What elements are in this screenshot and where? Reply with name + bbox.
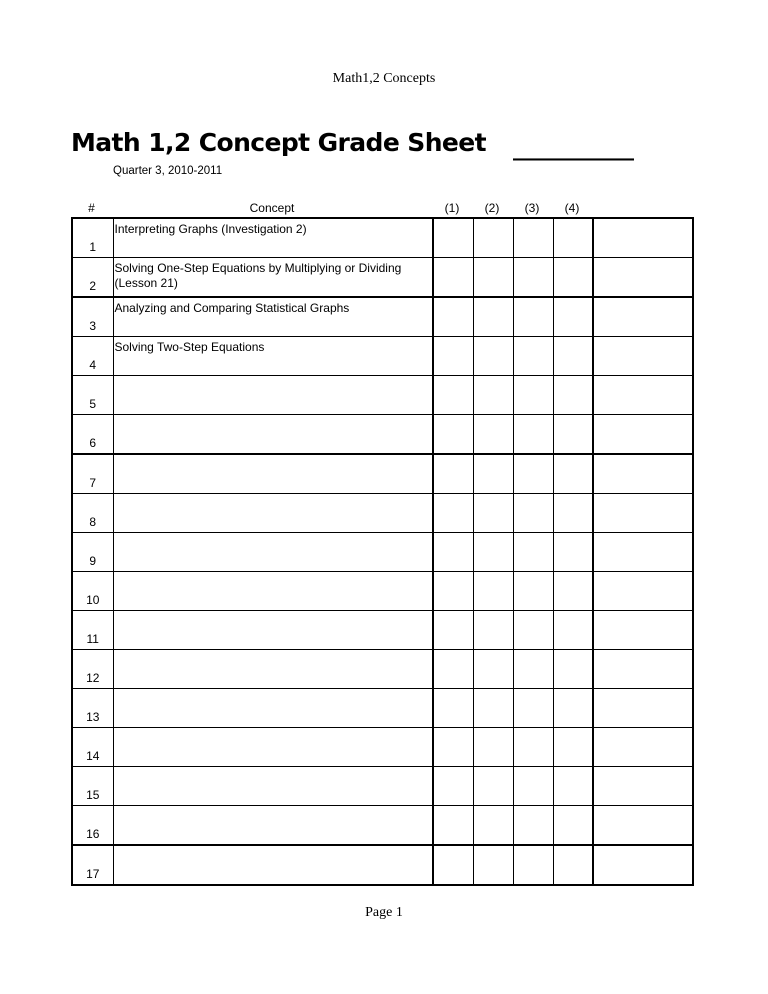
total-cell	[593, 650, 693, 689]
concept-cell	[113, 845, 433, 885]
total-cell	[593, 258, 693, 298]
column-header-3: (3)	[524, 201, 540, 215]
total-cell	[593, 806, 693, 846]
concept-cell	[113, 728, 433, 767]
score-cell-3	[513, 806, 553, 846]
total-cell	[593, 337, 693, 376]
row-number: 5	[89, 397, 97, 411]
score-cell-3	[513, 650, 553, 689]
row-number: 10	[86, 593, 100, 607]
score-cell-1	[433, 728, 473, 767]
score-cell-1	[433, 376, 473, 415]
total-cell	[593, 689, 693, 728]
row-number-cell	[72, 258, 113, 298]
score-cell-4	[553, 767, 593, 806]
total-cell	[593, 454, 693, 494]
concept-cell: Solving Two-Step Equations	[113, 337, 433, 376]
score-cell-1	[433, 611, 473, 650]
concept-cell	[113, 454, 433, 494]
grade-table	[71, 217, 694, 886]
score-cell-3	[513, 494, 553, 533]
score-cell-2	[473, 767, 513, 806]
total-cell	[593, 297, 693, 337]
score-cell-1	[433, 258, 473, 298]
score-cell-4	[553, 218, 593, 258]
score-cell-3	[513, 533, 553, 572]
table-row	[72, 297, 693, 337]
row-number-cell	[72, 533, 113, 572]
score-cell-2	[473, 650, 513, 689]
table-row	[72, 337, 693, 376]
score-cell-2	[473, 611, 513, 650]
score-cell-1	[433, 415, 473, 455]
score-cell-4	[553, 297, 593, 337]
score-cell-1	[433, 533, 473, 572]
score-cell-2	[473, 415, 513, 455]
row-number: 17	[86, 867, 100, 881]
score-cell-2	[473, 297, 513, 337]
score-cell-3	[513, 454, 553, 494]
table-row	[72, 415, 693, 455]
total-cell	[593, 494, 693, 533]
score-cell-4	[553, 689, 593, 728]
score-cell-1	[433, 337, 473, 376]
total-cell	[593, 376, 693, 415]
concept-cell	[113, 415, 433, 455]
score-cell-3	[513, 218, 553, 258]
total-cell	[593, 533, 693, 572]
column-header-concept: Concept	[249, 201, 295, 215]
column-header-4: (4)	[564, 201, 580, 215]
concept-cell: Analyzing and Comparing Statistical Graphs	[113, 297, 433, 337]
row-number-cell	[72, 376, 113, 415]
score-cell-4	[553, 728, 593, 767]
page-footer: Page 1	[365, 905, 403, 920]
row-number: 1	[89, 240, 97, 254]
score-cell-2	[473, 454, 513, 494]
score-cell-1	[433, 494, 473, 533]
table-row	[72, 533, 693, 572]
concept-cell	[113, 767, 433, 806]
score-cell-3	[513, 258, 553, 298]
table-row	[72, 689, 693, 728]
concept-cell	[113, 611, 433, 650]
score-cell-4	[553, 258, 593, 298]
score-cell-4	[553, 572, 593, 611]
concept-cell	[113, 376, 433, 415]
table-row	[72, 572, 693, 611]
score-cell-1	[433, 218, 473, 258]
score-cell-3	[513, 689, 553, 728]
score-cell-3	[513, 297, 553, 337]
table-row	[72, 218, 693, 258]
table-row	[72, 806, 693, 846]
total-cell	[593, 767, 693, 806]
row-number-cell	[72, 650, 113, 689]
row-number-cell	[72, 454, 113, 494]
concept-cell	[113, 689, 433, 728]
row-number-cell	[72, 611, 113, 650]
score-cell-1	[433, 767, 473, 806]
score-cell-4	[553, 533, 593, 572]
running-header: Math1,2 Concepts	[332, 71, 436, 86]
score-cell-4	[553, 376, 593, 415]
score-cell-1	[433, 297, 473, 337]
score-cell-2	[473, 258, 513, 298]
row-number: 15	[86, 788, 100, 802]
score-cell-2	[473, 689, 513, 728]
score-cell-4	[553, 650, 593, 689]
score-cell-1	[433, 689, 473, 728]
score-cell-3	[513, 376, 553, 415]
score-cell-2	[473, 337, 513, 376]
row-number: 9	[89, 554, 97, 568]
total-cell	[593, 611, 693, 650]
score-cell-1	[433, 845, 473, 885]
quarter-subtitle: Quarter 3, 2010-2011	[113, 165, 223, 177]
row-number: 16	[86, 827, 100, 841]
table-row	[72, 494, 693, 533]
row-number: 6	[89, 436, 97, 450]
score-cell-2	[473, 376, 513, 415]
concept-cell	[113, 650, 433, 689]
score-cell-2	[473, 572, 513, 611]
row-number-cell	[72, 415, 113, 455]
score-cell-4	[553, 415, 593, 455]
row-number: 14	[86, 749, 100, 763]
row-number: 2	[89, 279, 97, 293]
column-header-number: #	[88, 201, 95, 215]
score-cell-3	[513, 611, 553, 650]
score-cell-2	[473, 218, 513, 258]
row-number-cell	[72, 297, 113, 337]
score-cell-4	[553, 845, 593, 885]
row-number-cell	[72, 728, 113, 767]
score-cell-3	[513, 572, 553, 611]
concept-cell	[113, 533, 433, 572]
table-row	[72, 611, 693, 650]
score-cell-4	[553, 611, 593, 650]
concept-cell	[113, 806, 433, 846]
score-cell-2	[473, 494, 513, 533]
table-row	[72, 728, 693, 767]
score-cell-3	[513, 767, 553, 806]
page-title: Math 1,2 Concept Grade Sheet	[71, 128, 486, 157]
row-number-cell	[72, 337, 113, 376]
score-cell-1	[433, 572, 473, 611]
total-cell	[593, 218, 693, 258]
row-number: 3	[89, 319, 97, 333]
total-cell	[593, 728, 693, 767]
table-row	[72, 845, 693, 885]
total-cell	[593, 415, 693, 455]
row-number: 8	[89, 515, 97, 529]
row-number-cell	[72, 806, 113, 846]
row-number-cell	[72, 572, 113, 611]
score-cell-4	[553, 454, 593, 494]
score-cell-4	[553, 494, 593, 533]
table-row	[72, 454, 693, 494]
row-number: 13	[86, 710, 100, 724]
table-row	[72, 376, 693, 415]
score-cell-3	[513, 337, 553, 376]
score-cell-3	[513, 415, 553, 455]
score-cell-4	[553, 337, 593, 376]
row-number-cell	[72, 767, 113, 806]
row-number: 11	[86, 632, 99, 646]
total-cell	[593, 572, 693, 611]
column-header-2: (2)	[484, 201, 500, 215]
score-cell-2	[473, 845, 513, 885]
row-number-cell	[72, 689, 113, 728]
score-cell-3	[513, 845, 553, 885]
name-blank-line: ___________	[513, 136, 634, 161]
concept-cell: Solving One-Step Equations by Multiplying or Dividing (Lesson 21)	[113, 258, 433, 298]
concept-cell: Interpreting Graphs (Investigation 2)	[113, 218, 433, 258]
score-cell-2	[473, 728, 513, 767]
column-header-1: (1)	[444, 201, 460, 215]
row-number: 4	[89, 358, 97, 372]
row-number: 12	[86, 671, 100, 685]
row-number-cell	[72, 494, 113, 533]
table-row	[72, 258, 693, 298]
score-cell-1	[433, 454, 473, 494]
concept-cell	[113, 494, 433, 533]
table-row	[72, 650, 693, 689]
row-number: 7	[89, 476, 97, 490]
concept-cell	[113, 572, 433, 611]
score-cell-2	[473, 806, 513, 846]
score-cell-2	[473, 533, 513, 572]
score-cell-4	[553, 806, 593, 846]
score-cell-3	[513, 728, 553, 767]
row-number-cell	[72, 218, 113, 258]
row-number-cell	[72, 845, 113, 885]
score-cell-1	[433, 650, 473, 689]
table-row	[72, 767, 693, 806]
score-cell-1	[433, 806, 473, 846]
total-cell	[593, 845, 693, 885]
